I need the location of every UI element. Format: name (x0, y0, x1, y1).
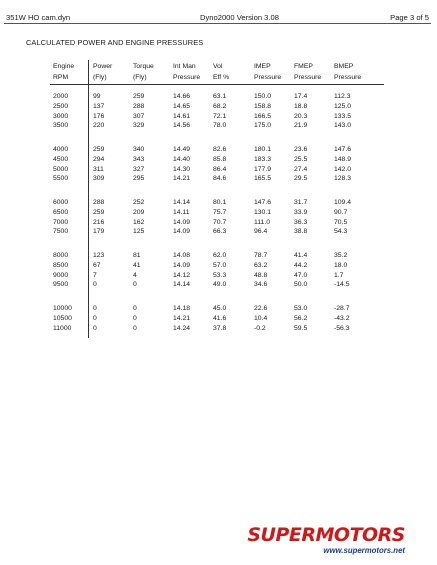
cell-imep: 10.4 (254, 314, 268, 322)
cell-imep: 22.6 (254, 305, 268, 312)
cell-imep: 150.0 (254, 93, 272, 100)
cell-power: 0 (93, 281, 97, 289)
cell-power: 179 (93, 228, 105, 236)
column-header-line2: Pressure (334, 74, 362, 81)
column-header-line2: (Fly) (133, 74, 147, 81)
cell-imep: 111.0 (254, 218, 270, 226)
cell-int-man-pressure: 14.61 (173, 112, 191, 120)
column-header-bmep (334, 61, 361, 83)
cell-rpm: 5500 (53, 175, 69, 183)
cell-bmep: -56.3 (334, 324, 350, 332)
cell-fmep: 29.5 (294, 175, 308, 183)
column-header-line2: Eff % (213, 74, 230, 81)
column-header-imep (254, 61, 281, 83)
cell-fmep: 56.2 (294, 314, 308, 322)
cell-bmep: 54.3 (334, 228, 348, 236)
header-underline (50, 84, 384, 85)
cell-fmep: 20.3 (294, 112, 308, 120)
cell-rpm: 11000 (53, 324, 72, 332)
cell-vol-eff: 57.0 (213, 261, 227, 269)
cell-fmep: 33.9 (294, 208, 308, 216)
header-rule (4, 23, 431, 24)
cell-bmep: 133.5 (334, 112, 352, 120)
cell-imep: 63.2 (254, 261, 268, 269)
cell-imep: 78.7 (254, 252, 268, 259)
cell-vol-eff: 85.8 (213, 155, 227, 163)
cell-fmep: 21.9 (294, 122, 308, 130)
supermotors-url: www.supermotors.net (323, 546, 405, 555)
cell-torque: 295 (133, 175, 145, 183)
cell-rpm: 2500 (53, 102, 69, 110)
cell-vol-eff: 80.1 (213, 199, 227, 206)
cell-int-man-pressure: 14.18 (173, 305, 191, 312)
cell-fmep: 36.3 (294, 218, 308, 226)
column-header-vol-eff (213, 61, 229, 83)
cell-vol-eff: 72.1 (213, 112, 227, 120)
column-header-fmep (294, 61, 321, 83)
column-header-line2: Pressure (173, 74, 201, 81)
cell-torque: 327 (133, 165, 145, 173)
cell-int-man-pressure: 14.21 (173, 175, 191, 183)
cell-fmep: 44.2 (294, 261, 308, 269)
cell-bmep: 147.6 (334, 146, 352, 153)
rpm-column-divider (88, 60, 89, 338)
cell-int-man-pressure: 14.66 (173, 93, 191, 100)
cell-vol-eff: 66.3 (213, 228, 227, 236)
cell-int-man-pressure: 14.65 (173, 102, 191, 110)
cell-fmep: 59.5 (294, 324, 308, 332)
cell-vol-eff: 62.0 (213, 252, 227, 259)
cell-int-man-pressure: 14.24 (173, 324, 191, 332)
cell-vol-eff: 82.6 (213, 146, 227, 153)
cell-torque: 343 (133, 155, 145, 163)
cell-fmep: 41.4 (294, 252, 308, 259)
cell-rpm: 9500 (53, 281, 69, 289)
cell-imep: 158.8 (254, 102, 272, 110)
cell-rpm: 8500 (53, 261, 69, 269)
cell-vol-eff: 45.0 (213, 305, 227, 312)
cell-bmep: 128.3 (334, 175, 352, 183)
cell-bmep: -43.2 (334, 314, 350, 322)
column-header-line2: Pressure (254, 74, 282, 81)
cell-torque: 340 (133, 146, 145, 153)
cell-power: 288 (93, 199, 105, 206)
cell-imep: 34.6 (254, 281, 268, 289)
cell-fmep: 53.0 (294, 305, 308, 312)
cell-rpm: 10500 (53, 314, 72, 322)
cell-imep: 48.8 (254, 271, 268, 279)
cell-vol-eff: 63.1 (213, 93, 227, 100)
cell-int-man-pressure: 14.14 (173, 281, 191, 289)
cell-power: 309 (93, 175, 105, 183)
cell-vol-eff: 78.0 (213, 122, 227, 130)
header-filename: 351W HO cam.dyn (6, 13, 71, 22)
column-header-line1: Vol (213, 63, 223, 70)
cell-rpm: 7500 (53, 228, 69, 236)
cell-bmep: -28.7 (334, 305, 350, 312)
cell-torque: 307 (133, 112, 145, 120)
cell-fmep: 31.7 (294, 199, 308, 206)
cell-int-man-pressure: 14.56 (173, 122, 191, 130)
cell-imep: 130.1 (254, 208, 272, 216)
cell-bmep: 35.2 (334, 252, 348, 259)
cell-power: 0 (93, 305, 97, 312)
cell-power: 294 (93, 155, 105, 163)
cell-fmep: 18.8 (294, 102, 308, 110)
column-header-rpm (53, 61, 74, 83)
cell-int-man-pressure: 14.30 (173, 165, 191, 173)
cell-fmep: 47.0 (294, 271, 308, 279)
cell-fmep: 25.5 (294, 155, 308, 163)
cell-torque: 252 (133, 199, 145, 206)
cell-rpm: 4500 (53, 155, 69, 163)
cell-power: 311 (93, 165, 104, 173)
cell-vol-eff: 53.3 (213, 271, 227, 279)
cell-bmep: 143.0 (334, 122, 352, 130)
cell-bmep: 90.7 (334, 208, 348, 216)
cell-vol-eff: 84.6 (213, 175, 227, 183)
column-header-int-man-pressure (173, 61, 200, 83)
cell-bmep: 109.4 (334, 199, 352, 206)
cell-bmep: 142.0 (334, 165, 352, 173)
cell-power: 216 (93, 218, 105, 226)
cell-torque: 259 (133, 93, 145, 100)
cell-imep: 96.4 (254, 228, 268, 236)
cell-power: 259 (93, 208, 105, 216)
cell-power: 220 (93, 122, 105, 130)
cell-power: 123 (93, 252, 105, 259)
cell-fmep: 23.6 (294, 146, 308, 153)
cell-imep: 166.5 (254, 112, 272, 120)
cell-int-man-pressure: 14.12 (173, 271, 191, 279)
cell-bmep: 125.0 (334, 102, 352, 110)
supermotors-logo: SUPERMOTORS (247, 524, 405, 546)
cell-bmep: 1.7 (334, 271, 344, 279)
cell-vol-eff: 49.0 (213, 281, 227, 289)
cell-torque: 0 (133, 281, 137, 289)
cell-rpm: 7000 (53, 218, 69, 226)
cell-torque: 0 (133, 305, 137, 312)
cell-imep: 183.3 (254, 155, 272, 163)
cell-fmep: 27.4 (294, 165, 308, 173)
cell-rpm: 2000 (53, 93, 69, 100)
cell-rpm: 9000 (53, 271, 69, 279)
cell-torque: 162 (133, 218, 145, 226)
cell-rpm: 6000 (53, 199, 69, 206)
cell-vol-eff: 70.7 (213, 218, 227, 226)
cell-torque: 41 (133, 261, 141, 269)
header-page-number: Page 3 of 5 (390, 13, 429, 22)
cell-int-man-pressure: 14.08 (173, 252, 191, 259)
cell-vol-eff: 75.7 (213, 208, 227, 216)
cell-int-man-pressure: 14.49 (173, 146, 191, 153)
column-header-line1: Engine (53, 63, 75, 70)
cell-torque: 209 (133, 208, 145, 216)
cell-fmep: 17.4 (294, 93, 308, 100)
cell-rpm: 10000 (53, 305, 72, 312)
cell-int-man-pressure: 14.09 (173, 228, 191, 236)
cell-vol-eff: 37.8 (213, 324, 227, 332)
cell-bmep: 18.0 (334, 261, 348, 269)
cell-rpm: 5000 (53, 165, 69, 173)
cell-power: 99 (93, 93, 101, 100)
cell-int-man-pressure: 14.09 (173, 261, 191, 269)
cell-imep: 177.9 (254, 165, 272, 173)
column-header-line1: Power (93, 63, 113, 70)
column-header-torque (133, 61, 154, 83)
cell-int-man-pressure: 14.11 (173, 208, 190, 216)
column-header-line1: Int Man (173, 63, 196, 70)
cell-int-man-pressure: 14.40 (173, 155, 191, 163)
cell-int-man-pressure: 14.14 (173, 199, 191, 206)
column-header-line1: IMEP (254, 63, 271, 70)
cell-power: 137 (93, 102, 105, 110)
cell-torque: 4 (133, 271, 137, 279)
column-header-line1: FMEP (294, 63, 313, 70)
cell-torque: 0 (133, 314, 137, 322)
cell-imep: -0.2 (254, 324, 266, 332)
cell-vol-eff: 68.2 (213, 102, 227, 110)
cell-torque: 0 (133, 324, 137, 332)
cell-power: 0 (93, 314, 97, 322)
cell-vol-eff: 86.4 (213, 165, 227, 173)
cell-imep: 175.0 (254, 122, 272, 130)
cell-rpm: 3000 (53, 112, 69, 120)
column-header-line2: (Fly) (93, 74, 107, 81)
cell-bmep: -14.5 (334, 281, 350, 289)
cell-fmep: 38.8 (294, 228, 308, 236)
cell-int-man-pressure: 14.21 (173, 314, 191, 322)
cell-power: 67 (93, 261, 101, 269)
cell-bmep: 70.5 (334, 218, 348, 226)
header-program-version: Dyno2000 Version 3.08 (200, 13, 279, 22)
cell-int-man-pressure: 14.09 (173, 218, 191, 226)
cell-bmep: 148.9 (334, 155, 352, 163)
cell-torque: 125 (133, 228, 145, 236)
cell-imep: 147.6 (254, 199, 272, 206)
cell-imep: 180.1 (254, 146, 272, 153)
cell-power: 7 (93, 271, 97, 279)
cell-rpm: 3500 (53, 122, 69, 130)
cell-torque: 288 (133, 102, 145, 110)
cell-rpm: 8000 (53, 252, 69, 259)
cell-rpm: 4000 (53, 146, 69, 153)
cell-fmep: 50.0 (294, 281, 308, 289)
cell-vol-eff: 41.6 (213, 314, 227, 322)
cell-power: 0 (93, 324, 97, 332)
column-header-line2: Pressure (294, 74, 322, 81)
column-header-line1: Torque (133, 63, 154, 70)
column-header-power (93, 61, 112, 83)
column-header-line1: BMEP (334, 63, 354, 70)
cell-imep: 165.5 (254, 175, 272, 183)
cell-rpm: 6500 (53, 208, 69, 216)
column-header-line2: RPM (53, 74, 69, 81)
table-title: CALCULATED POWER AND ENGINE PRESSURES (26, 38, 204, 47)
cell-power: 259 (93, 146, 105, 153)
cell-bmep: 112.3 (334, 93, 351, 100)
cell-torque: 81 (133, 252, 141, 259)
cell-torque: 329 (133, 122, 145, 130)
cell-power: 176 (93, 112, 105, 120)
